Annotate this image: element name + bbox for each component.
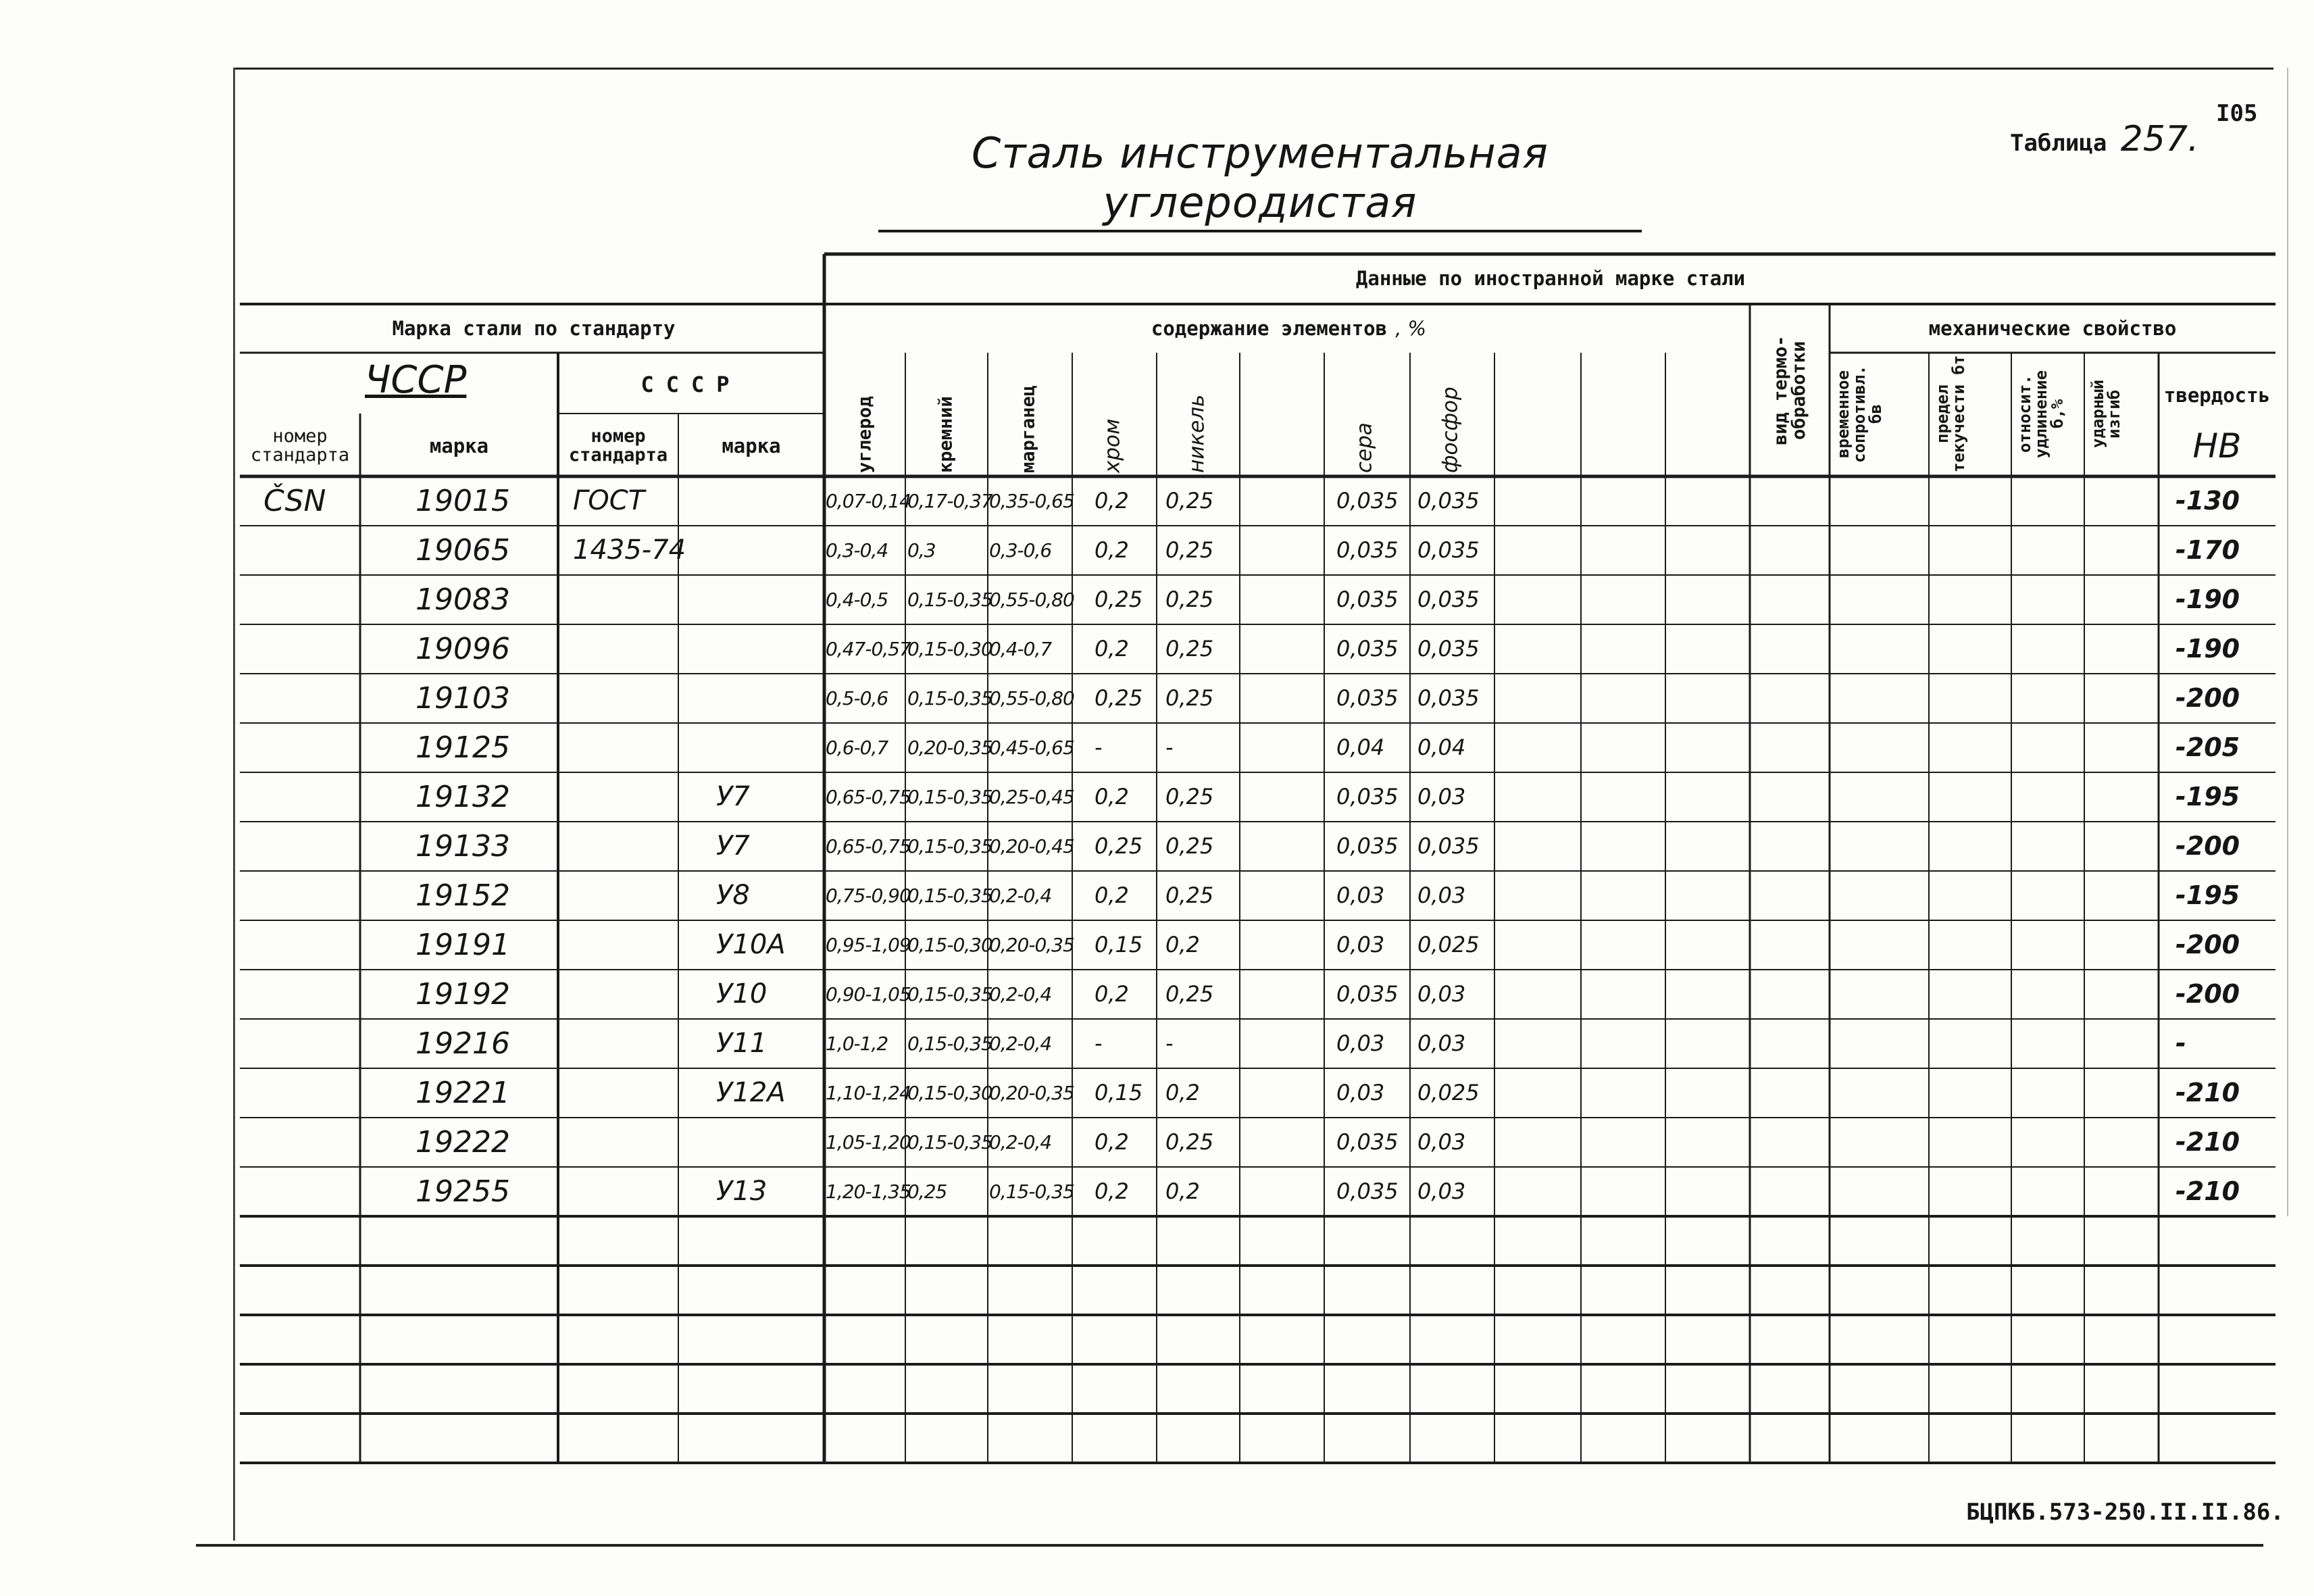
cell-hb: -200 [2175, 831, 2240, 861]
cell-ni: 0,25 [1165, 784, 1214, 809]
cell-cr: 0,2 [1095, 981, 1129, 1007]
cell-si: 0,17-0,37 [907, 490, 992, 512]
cell-si: 0,15-0,35 [907, 835, 992, 857]
cell-ni: 0,25 [1165, 537, 1214, 563]
cell-hb: -170 [2175, 535, 2240, 565]
cell-si: 0,15-0,35 [907, 983, 992, 1005]
cell-cr: 0,2 [1095, 636, 1129, 662]
cell-grade: 19015 [416, 484, 510, 518]
cell-mn: 0,20-0,35 [989, 1082, 1074, 1104]
cell-si: 0,15-0,35 [907, 1032, 992, 1055]
cell-p: 0,035 [1417, 833, 1480, 859]
cell-hb: -210 [2175, 1078, 2240, 1107]
cell-ussr: У8 [716, 880, 750, 911]
elements-content-header [824, 304, 1753, 353]
cell-grade: 19133 [416, 829, 510, 864]
cell-mn: 0,55-0,80 [989, 589, 1074, 611]
cell-ni: 0,25 [1165, 981, 1214, 1007]
cell-mn: 0,2-0,4 [989, 884, 1052, 907]
country-ussr: СССР [640, 372, 742, 398]
cell-hb: - [2175, 1028, 2186, 1058]
grade-by-standard-header: Марка стали по стандарту [392, 316, 676, 340]
cell-hb: -210 [2175, 1127, 2240, 1157]
cell-cr: - [1095, 734, 1103, 760]
cell-s: 0,035 [1336, 537, 1399, 563]
cell-hb: -130 [2175, 486, 2240, 516]
cell-hb: -205 [2175, 732, 2240, 762]
cell-ussr: У12А [716, 1077, 786, 1108]
foreign-std-number-header: номер стандарта [250, 425, 350, 466]
cell-p: 0,03 [1417, 1030, 1466, 1056]
cell-c: 1,0-1,2 [826, 1032, 888, 1055]
ussr-grade-header: марка [722, 434, 781, 457]
cell-grade: 19192 [416, 977, 510, 1012]
elements-content-label: содержание элементов [1151, 316, 1388, 340]
cell-ni: 0,25 [1165, 636, 1214, 662]
cell-grade: 19132 [416, 780, 510, 814]
element-header-4: никель [1184, 394, 1209, 473]
cell-c: 0,4-0,5 [826, 589, 888, 611]
cell-mn: 0,2-0,4 [989, 1032, 1052, 1055]
cell-grade: 19125 [416, 730, 510, 765]
cell-p: 0,035 [1417, 488, 1480, 514]
element-header-2: марганец [1017, 384, 1039, 473]
mechanical-properties-header: механические свойство [1928, 316, 2177, 340]
cell-s: 0,03 [1336, 882, 1385, 908]
cell-hb: -195 [2175, 880, 2240, 910]
cell-p: 0,03 [1417, 981, 1466, 1007]
cell-si: 0,3 [907, 539, 936, 562]
cell-c: 0,07-0,14 [826, 490, 911, 512]
cell-mn: 0,20-0,45 [989, 835, 1074, 857]
cell-c: 1,10-1,24 [826, 1082, 911, 1104]
cell-hb: -190 [2175, 634, 2240, 664]
cell-c: 0,47-0,57 [826, 638, 911, 660]
element-header-7: фосфор [1438, 386, 1463, 473]
cell-ussr: У10А [716, 929, 786, 960]
cell-ussr: У11 [716, 1028, 768, 1059]
mech-header-1: предел текучести бт [1933, 355, 1968, 473]
cell-cr: 0,25 [1095, 587, 1143, 612]
table-label-word: Таблица [2010, 130, 2107, 157]
cell-cr: 0,15 [1095, 1080, 1143, 1105]
cell-cr: 0,2 [1095, 537, 1129, 563]
cell-cr: 0,2 [1095, 784, 1129, 809]
cell-gost: ГОСТ [573, 485, 645, 516]
cell-s: 0,035 [1336, 488, 1399, 514]
foreign-data-header: Данные по иностранной марке стали [1355, 266, 1746, 290]
cell-p: 0,035 [1417, 636, 1480, 662]
mech-header-0: временное сопротивл. бв [1834, 365, 1885, 463]
cell-si: 0,15-0,35 [907, 786, 992, 808]
page-number: I05 [2216, 100, 2258, 127]
cell-s: 0,04 [1336, 734, 1385, 760]
cell-s: 0,035 [1336, 784, 1399, 809]
cell-mn: 0,2-0,4 [989, 1131, 1052, 1153]
cell-s: 0,035 [1336, 981, 1399, 1007]
cell-ni: 0,2 [1165, 932, 1200, 957]
heat-treatment-header: вид термо- обработки [1770, 335, 1809, 445]
cell-grade: 19191 [416, 928, 510, 962]
cell-ni: - [1165, 1030, 1174, 1056]
page-title: Сталь инструментальная углеродистая [878, 128, 1642, 232]
cell-s: 0,035 [1336, 833, 1399, 859]
element-header-6: сера [1352, 422, 1377, 473]
document-code: БЦПКБ.573-250.II.II.86. [1966, 1499, 2284, 1526]
cell-c: 0,95-1,09 [826, 934, 911, 956]
cell-si: 0,25 [907, 1180, 947, 1203]
cell-ni: 0,25 [1165, 1129, 1214, 1155]
cell-cr: 0,2 [1095, 882, 1129, 908]
cell-p: 0,035 [1417, 537, 1480, 563]
cell-mn: 0,35-0,65 [989, 490, 1074, 512]
cell-si: 0,15-0,35 [907, 884, 992, 907]
cell-grade: 19152 [416, 878, 510, 913]
heat-treatment-header-cell [1750, 304, 1830, 476]
cell-s: 0,03 [1336, 932, 1385, 957]
cell-c: 0,65-0,75 [826, 835, 911, 857]
cell-p: 0,03 [1417, 882, 1466, 908]
hb-header: НВ [2192, 426, 2242, 466]
cell-grade: 19221 [416, 1076, 510, 1110]
cell-s: 0,035 [1336, 636, 1399, 662]
cell-mn: 0,20-0,35 [989, 934, 1074, 956]
cell-si: 0,15-0,35 [907, 589, 992, 611]
cell-cr: 0,25 [1095, 685, 1143, 711]
cell-mn: 0,3-0,6 [989, 539, 1052, 562]
cell-mn: 0,4-0,7 [989, 638, 1052, 660]
cell-cr: 0,2 [1095, 1129, 1129, 1155]
cell-cr: 0,25 [1095, 833, 1143, 859]
cell-grade: 19255 [416, 1174, 510, 1209]
cell-ni: 0,2 [1165, 1178, 1200, 1204]
cell-ni: 0,25 [1165, 882, 1214, 908]
element-header-3: хром [1100, 418, 1125, 473]
country-foreign: ЧССР [365, 358, 467, 402]
cell-p: 0,03 [1417, 1178, 1466, 1204]
cell-s: 0,03 [1336, 1030, 1385, 1056]
cell-ussr: У7 [716, 830, 750, 862]
cell-mn: 0,55-0,80 [989, 687, 1074, 709]
cell-p: 0,035 [1417, 685, 1480, 711]
cell-grade: 19103 [416, 681, 510, 716]
cell-hb: -200 [2175, 979, 2240, 1009]
cell-cr: 0,2 [1095, 1178, 1129, 1204]
cell-p: 0,04 [1417, 734, 1466, 760]
cell-si: 0,15-0,30 [907, 638, 992, 660]
cell-hb: -200 [2175, 683, 2240, 713]
cell-si: 0,15-0,30 [907, 934, 992, 956]
cell-std: ČSN [263, 484, 326, 518]
cell-ni: 0,25 [1165, 685, 1214, 711]
cell-hb: -195 [2175, 782, 2240, 812]
cell-grade: 19222 [416, 1125, 510, 1159]
element-header-5 [1257, 358, 1304, 473]
cell-cr: 0,15 [1095, 932, 1143, 957]
element-header-0: углерод [854, 396, 876, 473]
cell-s: 0,03 [1336, 1080, 1385, 1105]
cell-c: 0,75-0,90 [826, 884, 911, 907]
cell-grade: 19083 [416, 582, 510, 617]
cell-ni: - [1165, 734, 1174, 760]
cell-hb: -190 [2175, 584, 2240, 614]
cell-si: 0,15-0,30 [907, 1082, 992, 1104]
cell-cr: - [1095, 1030, 1103, 1056]
percent-sign: , % [1395, 316, 1427, 340]
cell-c: 0,5-0,6 [826, 687, 888, 709]
cell-c: 0,6-0,7 [826, 737, 888, 759]
cell-mn: 0,15-0,35 [989, 1180, 1074, 1203]
cell-s: 0,035 [1336, 1129, 1399, 1155]
cell-p: 0,03 [1417, 784, 1466, 809]
mech-header-2: относит. удлинение б,% [2015, 370, 2067, 458]
cell-c: 0,3-0,4 [826, 539, 888, 562]
ussr-std-number-header: номер стандарта [568, 425, 668, 466]
cell-si: 0,20-0,35 [907, 737, 992, 759]
cell-p: 0,03 [1417, 1129, 1466, 1155]
element-header-1: кремний [935, 396, 957, 473]
cell-c: 0,65-0,75 [826, 786, 911, 808]
cell-si: 0,15-0,35 [907, 1131, 992, 1153]
cell-c: 1,05-1,20 [826, 1131, 911, 1153]
hardness-header: твердость [2163, 383, 2271, 407]
cell-grade: 19096 [416, 632, 510, 666]
table-number: 257. [2120, 119, 2199, 159]
cell-p: 0,035 [1417, 587, 1480, 612]
cell-c: 1,20-1,35 [826, 1180, 911, 1203]
cell-hb: -200 [2175, 930, 2240, 959]
cell-s: 0,035 [1336, 685, 1399, 711]
cell-si: 0,15-0,35 [907, 687, 992, 709]
cell-p: 0,025 [1417, 1080, 1480, 1105]
cell-ussr: У13 [716, 1176, 768, 1207]
cell-hb: -210 [2175, 1176, 2240, 1206]
cell-mn: 0,25-0,45 [989, 786, 1074, 808]
cell-s: 0,035 [1336, 587, 1399, 612]
cell-ussr: У10 [716, 978, 768, 1009]
mech-header-3: ударный изгиб [2088, 379, 2123, 449]
cell-ni: 0,25 [1165, 488, 1214, 514]
cell-c: 0,90-1,05 [826, 983, 911, 1005]
cell-s: 0,035 [1336, 1178, 1399, 1204]
cell-mn: 0,45-0,65 [989, 737, 1074, 759]
cell-p: 0,025 [1417, 932, 1480, 957]
cell-ni: 0,25 [1165, 587, 1214, 612]
foreign-grade-header: марка [429, 434, 489, 457]
cell-grade: 19216 [416, 1026, 510, 1061]
cell-ni: 0,2 [1165, 1080, 1200, 1105]
cell-mn: 0,2-0,4 [989, 983, 1052, 1005]
cell-ussr: У7 [716, 781, 750, 812]
cell-grade: 19065 [416, 533, 510, 568]
cell-cr: 0,2 [1095, 488, 1129, 514]
cell-ni: 0,25 [1165, 833, 1214, 859]
cell-gost: 1435-74 [573, 534, 686, 566]
